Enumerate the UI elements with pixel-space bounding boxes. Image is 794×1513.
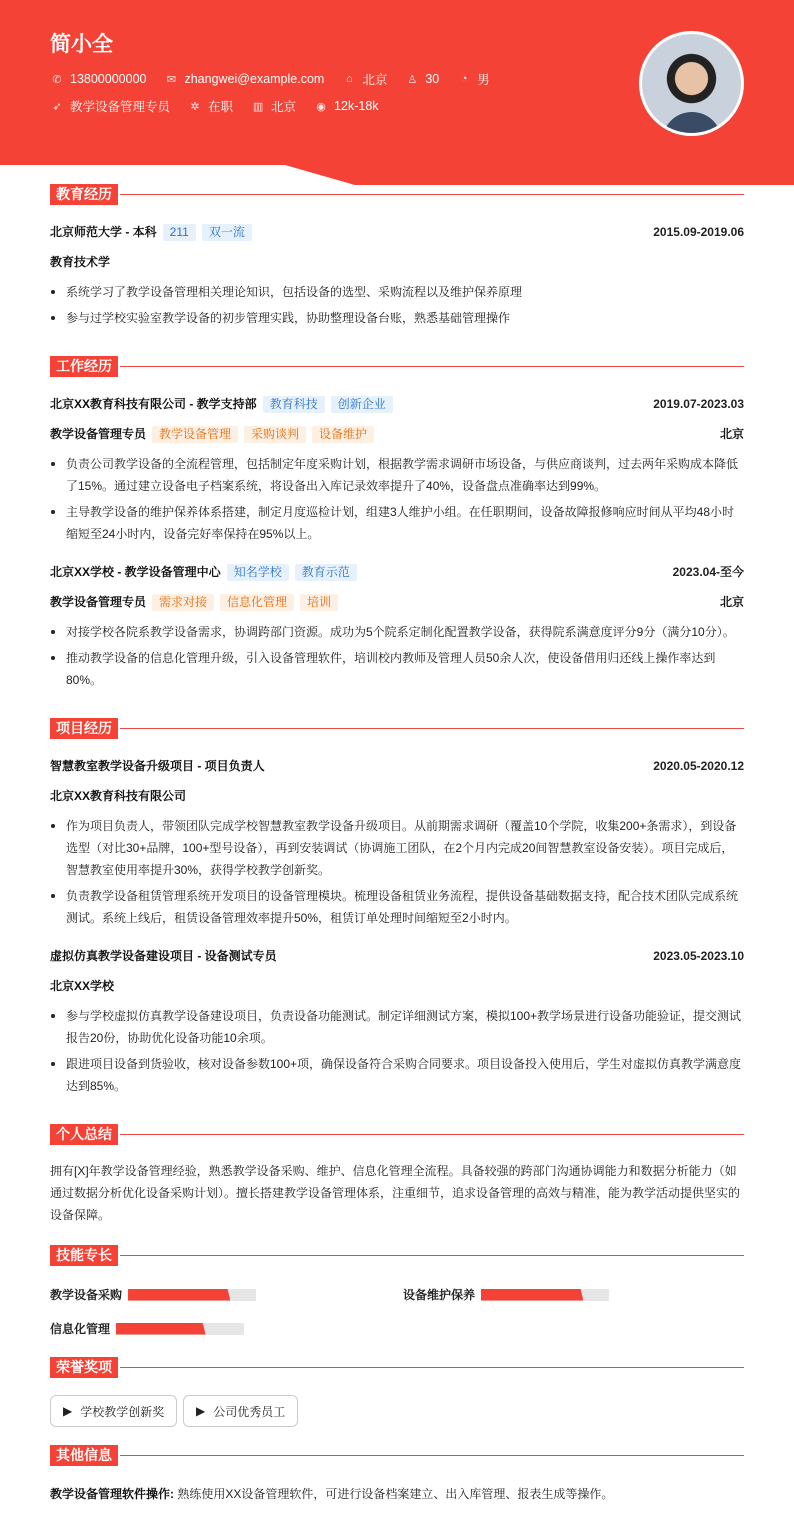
triangle-icon: ▶ — [63, 1404, 73, 1418]
honor-name: 公司优秀员工 — [213, 1404, 286, 1419]
tag: 教育示范 — [295, 564, 357, 581]
target-city: 北京 — [271, 100, 297, 114]
other-text: 熟练使用XX设备管理软件，可进行设备档案建立、出入库管理、报表生成等操作。 — [177, 1487, 614, 1501]
skill-bar — [128, 1289, 256, 1301]
tag: 211 — [163, 224, 196, 241]
skill-fill — [116, 1323, 206, 1335]
date: 2019.07-2023.03 — [653, 397, 744, 411]
tag: 采购谈判 — [244, 426, 306, 443]
skill-item — [50, 1286, 256, 1303]
major: 教育技术学 — [50, 255, 111, 269]
bullet: 推动教学设备的信息化管理升级，引入设备管理软件，培训校内教师及管理人员50余人次，使设备借用归还线上操作率达到80%。 — [50, 647, 744, 691]
honor-name: 学校教学创新奖 — [80, 1404, 165, 1419]
skill-bar — [116, 1323, 244, 1335]
tag: 双一流 — [202, 224, 252, 241]
tag: 教育科技 — [263, 396, 325, 413]
section-summary — [50, 1124, 744, 1144]
candidate-name: 简小全 — [50, 33, 113, 56]
intent-row — [50, 97, 391, 115]
section-title: 个人总结 — [50, 1124, 118, 1145]
project-title: 虚拟仿真教学设备建设项目 - 设备测试专员 — [50, 949, 277, 963]
bullet: 参与学校虚拟仿真教学设备建设项目，负责设备功能测试。制定详细测试方案，模拟100+教学场景进行设备功能验证，提交测试报告20份，协助优化设备功能10余项。 — [50, 1005, 744, 1049]
org: 北京XX教育科技有限公司 — [50, 789, 187, 803]
skill-name: 教学设备采购 — [50, 1288, 123, 1302]
tag: 信息化管理 — [220, 594, 294, 611]
section-title: 项目经历 — [50, 718, 118, 739]
section-title: 工作经历 — [50, 356, 118, 377]
gender-icon: ◔ — [460, 73, 468, 85]
company: 北京XX教育科技有限公司 - 教学支持部 — [50, 397, 257, 411]
education-item — [50, 221, 744, 333]
honor-item — [50, 1395, 177, 1427]
summary-text: 拥有[X]年教学设备管理经验，熟悉教学设备采购、维护、信息化管理全流程。具备较强的跨部门沟通协调能力和数据分析能力（如通过数据分析优化设备采购计划）。擅长搭建教学设备管理体系，注重细节，追求设备管理的高效与精准，能为教学活动提供坚实的设备保障。 — [50, 1164, 741, 1222]
skill-item — [50, 1320, 244, 1337]
skill-item — [403, 1286, 609, 1303]
triangle-icon: ▶ — [196, 1404, 206, 1418]
salary-icon: ◉ — [316, 100, 326, 113]
date: 2023.05-2023.10 — [653, 949, 744, 963]
section-skills — [50, 1245, 744, 1265]
salary: 12k-18k — [334, 99, 379, 113]
position: 教学设备管理专员 — [70, 100, 171, 114]
section-project — [50, 718, 744, 738]
project-item — [50, 945, 744, 1101]
age-icon: ♙ — [407, 73, 418, 86]
skill-name: 信息化管理 — [50, 1322, 111, 1336]
city: 北京 — [362, 73, 388, 87]
bullet: 参与过学校实验室教学设备的初步管理实践，协助整理设备台账，熟悉基础管理操作 — [50, 307, 744, 329]
date: 2020.05-2020.12 — [653, 759, 744, 773]
tag: 需求对接 — [152, 594, 214, 611]
work-item — [50, 393, 744, 549]
other-label: 教学设备管理软件操作: — [50, 1487, 174, 1501]
email: zhangwei@example.com — [184, 72, 325, 86]
tag: 创新企业 — [331, 396, 393, 413]
skill-bar — [481, 1289, 609, 1301]
gender: 男 — [477, 73, 490, 87]
skill-fill — [128, 1289, 230, 1301]
work-item — [50, 561, 744, 695]
city: 北京 — [719, 427, 744, 441]
project-title: 智慧教室教学设备升级项目 - 项目负责人 — [50, 759, 265, 773]
phone: 13800000000 — [70, 72, 147, 86]
date: 2023.04-至今 — [672, 565, 744, 579]
mail-icon: ✉ — [166, 73, 177, 86]
date: 2015.09-2019.06 — [653, 225, 744, 239]
avatar — [639, 31, 744, 136]
skill-fill — [481, 1289, 583, 1301]
project-item — [50, 755, 744, 933]
tag: 知名学校 — [227, 564, 289, 581]
other-item — [50, 1483, 744, 1505]
skill-name: 设备维护保养 — [403, 1288, 476, 1302]
section-other — [50, 1445, 744, 1465]
status: 在职 — [208, 100, 234, 114]
bullet: 负责公司教学设备的全流程管理，包括制定年度采购计划，根据教学需求调研市场设备，与供应商谈判，过去两年采购成本降低了15%。通过建立设备电子档案系统，将设备出入库记录效率提升了40%，设备盘点准确率达到99%。 — [50, 453, 744, 497]
phone-icon: ✆ — [52, 73, 62, 86]
org: 北京XX学校 — [50, 979, 115, 993]
tag: 培训 — [300, 594, 338, 611]
age: 30 — [425, 72, 440, 86]
bullet: 系统学习了教学设备管理相关理论知识，包括设备的选型、采购流程以及维护保养原理 — [50, 281, 744, 303]
bullet: 负责教学设备租赁管理系统开发项目的设备管理模块。梳理设备租赁业务流程，提供设备基础数据支持，配合技术团队完成系统测试。系统上线后，租赁设备管理效率提升50%，租赁订单处理时间缩短至2小时内。 — [50, 885, 744, 929]
section-honors — [50, 1357, 744, 1377]
status-icon: ✲ — [190, 100, 200, 113]
contact-row — [50, 70, 502, 88]
section-title: 教育经历 — [50, 184, 118, 205]
tag: 设备维护 — [312, 426, 374, 443]
bullet: 作为项目负责人，带领团队完成学校智慧教室教学设备升级项目。从前期需求调研（覆盖10个学院，收集200+条需求），到设备选型（对比30+品牌，100+型号设备），再到安装调试（协调施工团队，在2个月内完成20间智慧教室设备安装）。项目完成后，智慧教室使用率提升30%，获得学校教学创新奖。 — [50, 815, 744, 881]
section-title: 荣誉奖项 — [50, 1357, 118, 1378]
building-icon: ▥ — [252, 100, 264, 113]
role: 教学设备管理专员 — [50, 595, 147, 609]
section-title: 其他信息 — [50, 1445, 118, 1466]
bullet: 主导教学设备的维护保养体系搭建，制定月度巡检计划，组建3人维护小组。在任职期间，设备故障报修响应时间从平均48小时缩短至24小时内，设备完好率保持在95%以上。 — [50, 501, 744, 545]
section-title: 技能专长 — [50, 1245, 118, 1266]
role: 教学设备管理专员 — [50, 427, 147, 441]
school: 北京师范大学 - 本科 — [50, 225, 157, 239]
section-work — [50, 356, 744, 376]
bullet: 跟进项目设备到货验收，核对设备参数100+项，确保设备符合采购合同要求。项目设备投入使用后，学生对虚拟仿真教学满意度达到85%。 — [50, 1053, 744, 1097]
honor-item — [183, 1395, 298, 1427]
section-education — [50, 184, 744, 204]
company: 北京XX学校 - 教学设备管理中心 — [50, 565, 221, 579]
send-icon: ➶ — [52, 100, 62, 113]
city: 北京 — [719, 595, 744, 609]
tag: 教学设备管理 — [152, 426, 238, 443]
bullet: 对接学校各院系教学设备需求，协调跨部门资源。成功为5个院系定制化配置教学设备，获得院系满意度评分9分（满分10分）。 — [50, 621, 744, 643]
home-icon: ⌂ — [346, 73, 353, 85]
